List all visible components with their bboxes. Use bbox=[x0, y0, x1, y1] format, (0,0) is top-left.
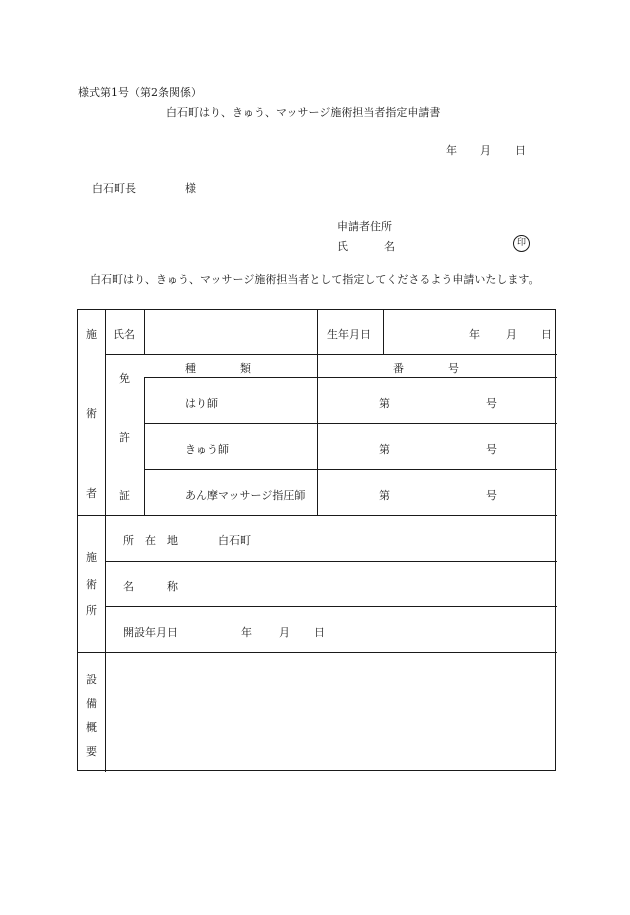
name-label: 氏名 bbox=[113, 328, 135, 341]
addressee: 白石町長 bbox=[92, 182, 136, 195]
practitioner-label-1: 施 bbox=[86, 328, 97, 341]
license-dai-kyu: 第 bbox=[379, 443, 390, 456]
column-divider bbox=[105, 310, 106, 772]
applicant-name-label-2: 名 bbox=[384, 240, 395, 253]
application-form-table bbox=[77, 309, 556, 771]
opening-day-label: 日 bbox=[314, 626, 325, 639]
practitioner-label-2: 術 bbox=[86, 407, 97, 420]
birth-year-label: 年 bbox=[469, 328, 480, 341]
license-type-anma: あん摩マッサージ指圧師 bbox=[185, 489, 306, 502]
license-go-kyu: 号 bbox=[486, 443, 497, 456]
equipment-label-3: 概 bbox=[86, 721, 97, 734]
facility-label-2: 術 bbox=[86, 578, 97, 591]
license-label-1: 免 bbox=[119, 372, 130, 385]
birth-day-label: 日 bbox=[541, 328, 552, 341]
facility-name-label: 名 称 bbox=[123, 580, 178, 593]
row-divider bbox=[144, 377, 557, 378]
applicant-name-label-1: 氏 bbox=[337, 240, 348, 253]
form-number: 様式第1号（第2条関係） bbox=[78, 86, 202, 99]
practitioner-label-3: 者 bbox=[86, 487, 97, 500]
license-type-header: 種 類 bbox=[185, 362, 251, 375]
name-field[interactable] bbox=[145, 311, 316, 353]
equipment-label-4: 要 bbox=[86, 745, 97, 758]
row-divider bbox=[144, 423, 557, 424]
equipment-label-2: 備 bbox=[86, 697, 97, 710]
license-dai-anma: 第 bbox=[379, 489, 390, 502]
applicant-address-label: 申請者住所 bbox=[337, 220, 392, 233]
location-value: 白石町 bbox=[218, 534, 251, 547]
facility-label-3: 所 bbox=[86, 604, 97, 617]
honorific: 様 bbox=[185, 182, 196, 195]
facility-label-1: 施 bbox=[86, 551, 97, 564]
license-go-hari: 号 bbox=[486, 397, 497, 410]
row-divider bbox=[78, 652, 557, 653]
license-type-hari: はり師 bbox=[185, 397, 218, 410]
column-divider bbox=[383, 310, 384, 354]
license-number-header: 番 号 bbox=[393, 362, 459, 375]
date-day-label: 日 bbox=[515, 144, 526, 157]
license-go-anma: 号 bbox=[486, 489, 497, 502]
row-divider bbox=[144, 469, 557, 470]
document-title: 白石町はり、きゅう、マッサージ施術担当者指定申請書 bbox=[166, 106, 441, 119]
opening-date-label: 開設年月日 bbox=[123, 626, 178, 639]
request-statement: 白石町はり、きゅう、マッサージ施術担当者として指定してくださるよう申請いたします。 bbox=[90, 273, 540, 286]
row-divider bbox=[105, 606, 557, 607]
license-dai-hari: 第 bbox=[379, 397, 390, 410]
license-type-kyu: きゅう師 bbox=[185, 443, 229, 456]
row-divider bbox=[78, 515, 557, 516]
row-divider bbox=[105, 354, 557, 355]
birthdate-label: 生年月日 bbox=[327, 328, 371, 341]
column-divider bbox=[144, 377, 145, 515]
license-label-2: 許 bbox=[119, 431, 130, 444]
row-divider bbox=[105, 561, 557, 562]
location-label: 所 在 地 bbox=[123, 534, 178, 547]
date-year-label: 年 bbox=[446, 144, 457, 157]
license-label-3: 証 bbox=[119, 489, 130, 502]
opening-year-label: 年 bbox=[241, 626, 252, 639]
seal-icon: 印 bbox=[513, 235, 530, 252]
column-divider bbox=[317, 310, 318, 515]
equipment-label-1: 設 bbox=[86, 673, 97, 686]
opening-month-label: 月 bbox=[279, 626, 290, 639]
birth-month-label: 月 bbox=[506, 328, 517, 341]
date-month-label: 月 bbox=[480, 144, 491, 157]
